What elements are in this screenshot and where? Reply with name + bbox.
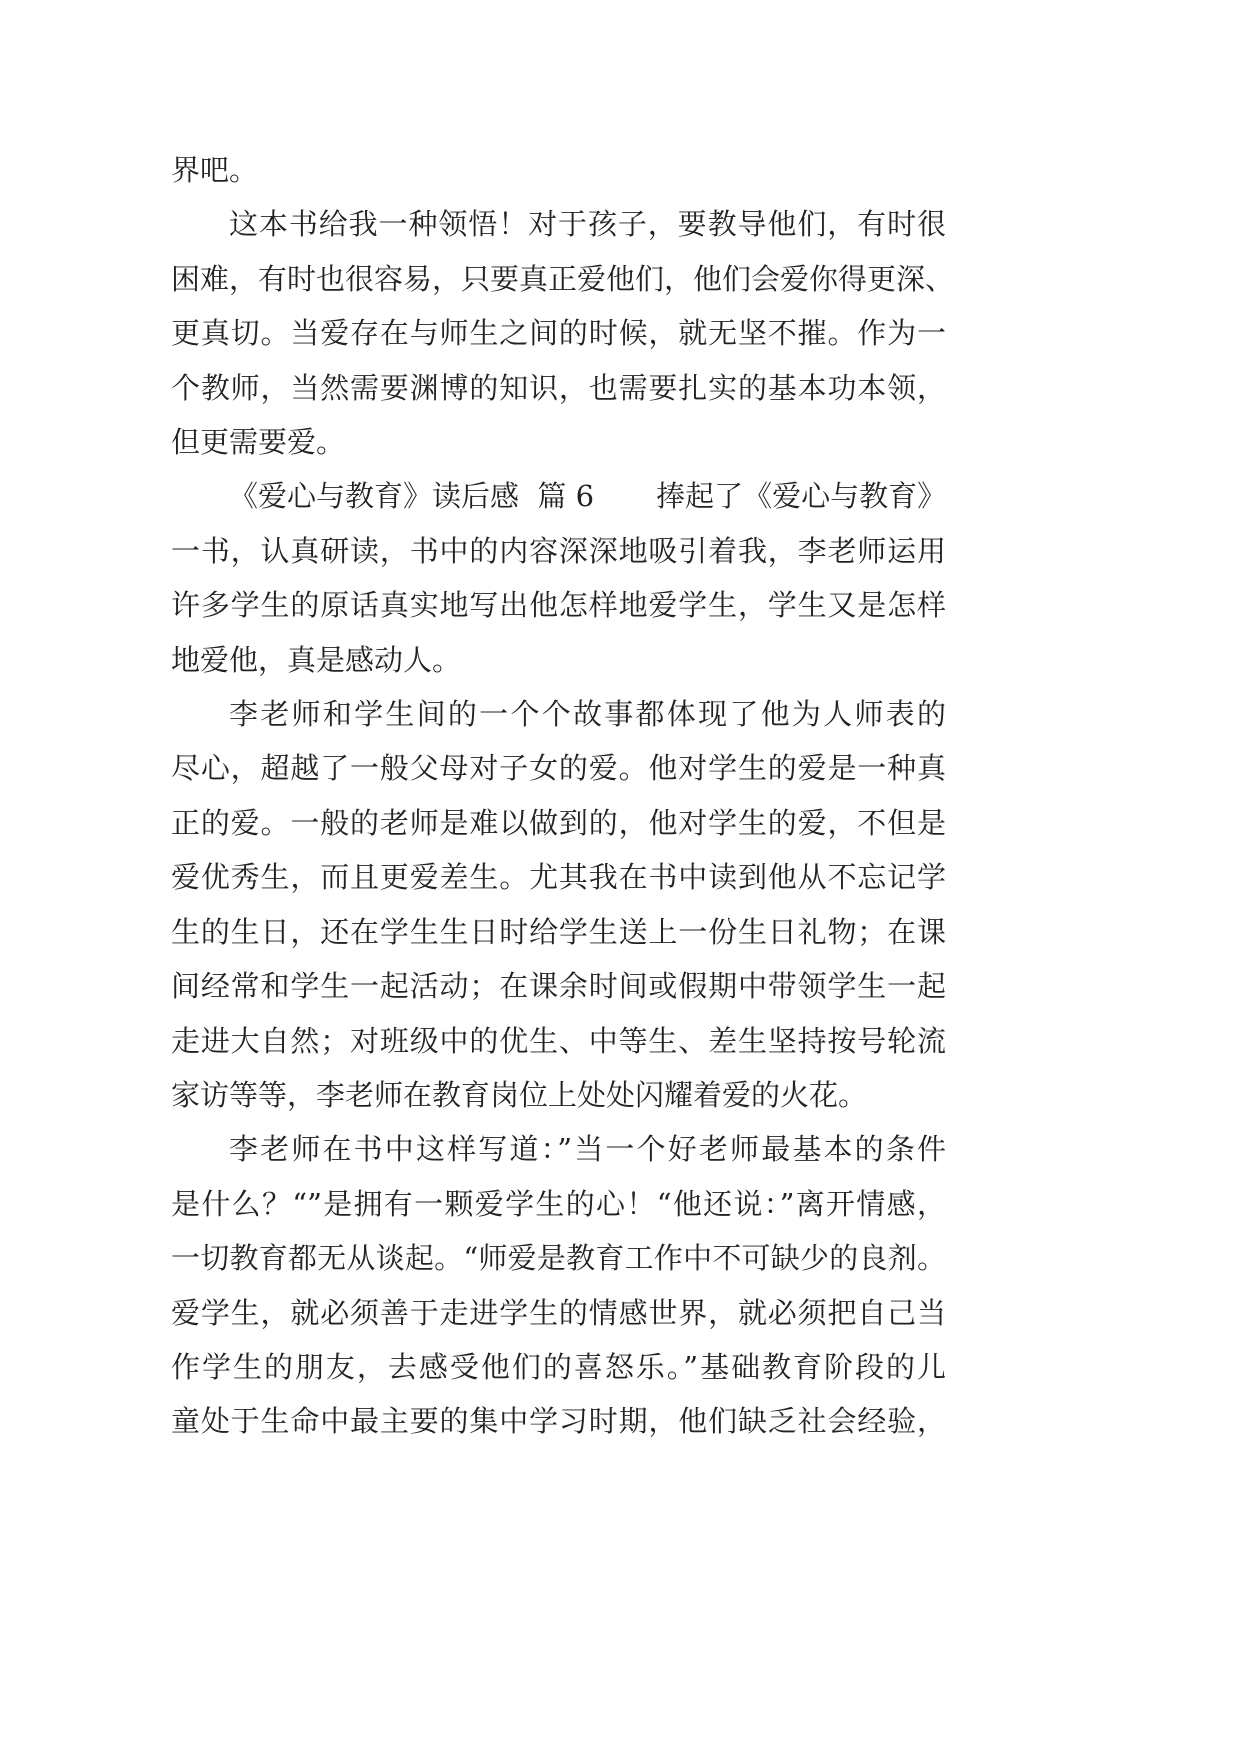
text-line: 童处于生命中最主要的集中学习时期，他们缺乏社会经验， — [171, 1404, 946, 1439]
text-line: 一切教育都无从谈起。“师爱是教育工作中不可缺少的良剂。 — [171, 1241, 946, 1276]
text-line: 困难，有时也很容易，只要真正爱他们，他们会爱你得更深、 — [171, 261, 955, 296]
text-line: 正的爱。一般的老师是难以做到的，他对学生的爱，不但是 — [171, 805, 946, 840]
text-line: 爱学生，就必须善于走进学生的情感世界，就必须把自己当 — [171, 1295, 946, 1330]
text-line: 生的生日，还在学生生日时给学生送上一份生日礼物；在课 — [171, 914, 946, 949]
text-line: 地爱他，真是感动人。 — [171, 642, 462, 677]
text-line: 但更需要爱。 — [171, 425, 346, 460]
text-line: 间经常和学生一起活动；在课余时间或假期中带领学生一起 — [171, 969, 946, 1004]
text-line: 许多学生的原话真实地写出他怎样地爱学生，学生又是怎样 — [171, 588, 946, 623]
text-line: 家访等等，李老师在教育岗位上处处闪耀着爱的火花。 — [171, 1077, 868, 1112]
paragraph — [171, 687, 946, 1122]
paragraph — [171, 197, 955, 469]
text-line: 更真切。当爱存在与师生之间的时候，就无坚不摧。作为一 — [171, 316, 946, 351]
text-line: 尽心，超越了一般父母对子女的爱。他对学生的爱是一种真 — [171, 751, 946, 786]
text-line — [171, 469, 946, 523]
text-line: 李老师在书中这样写道：”当一个好老师最基本的条件 — [229, 1132, 946, 1167]
text-line: 个教师，当然需要渊博的知识，也需要扎实的基本功本领， — [171, 370, 946, 405]
text-line: 爱优秀生，而且更爱差生。尤其我在书中读到他从不忘记学 — [171, 860, 946, 895]
paragraph — [171, 143, 946, 197]
text-line: 李老师和学生间的一个个故事都体现了他为人师表的 — [229, 697, 946, 732]
section-heading: 《爱心与教育》读后感 篇 6 — [229, 479, 595, 514]
text-line: 这本书给我一种领悟！对于孩子，要教导他们，有时很 — [229, 207, 946, 242]
text-line: 作学生的朋友，去感受他们的喜怒乐。”基础教育阶段的儿 — [171, 1349, 946, 1384]
heading-continuation: 捧起了《爱心与教育》 — [656, 479, 947, 514]
text-line: 走进大自然；对班级中的优生、中等生、差生坚持按号轮流 — [171, 1023, 946, 1058]
paragraph — [171, 469, 946, 687]
document-body — [171, 143, 955, 1449]
text-line: 一书，认真研读，书中的内容深深地吸引着我，李老师运用 — [171, 533, 946, 568]
paragraph — [171, 1122, 946, 1448]
text-line: 界吧。 — [171, 153, 259, 187]
text-line: 是什么？“”是拥有一颗爱学生的心！“他还说：”离开情感， — [171, 1186, 946, 1221]
